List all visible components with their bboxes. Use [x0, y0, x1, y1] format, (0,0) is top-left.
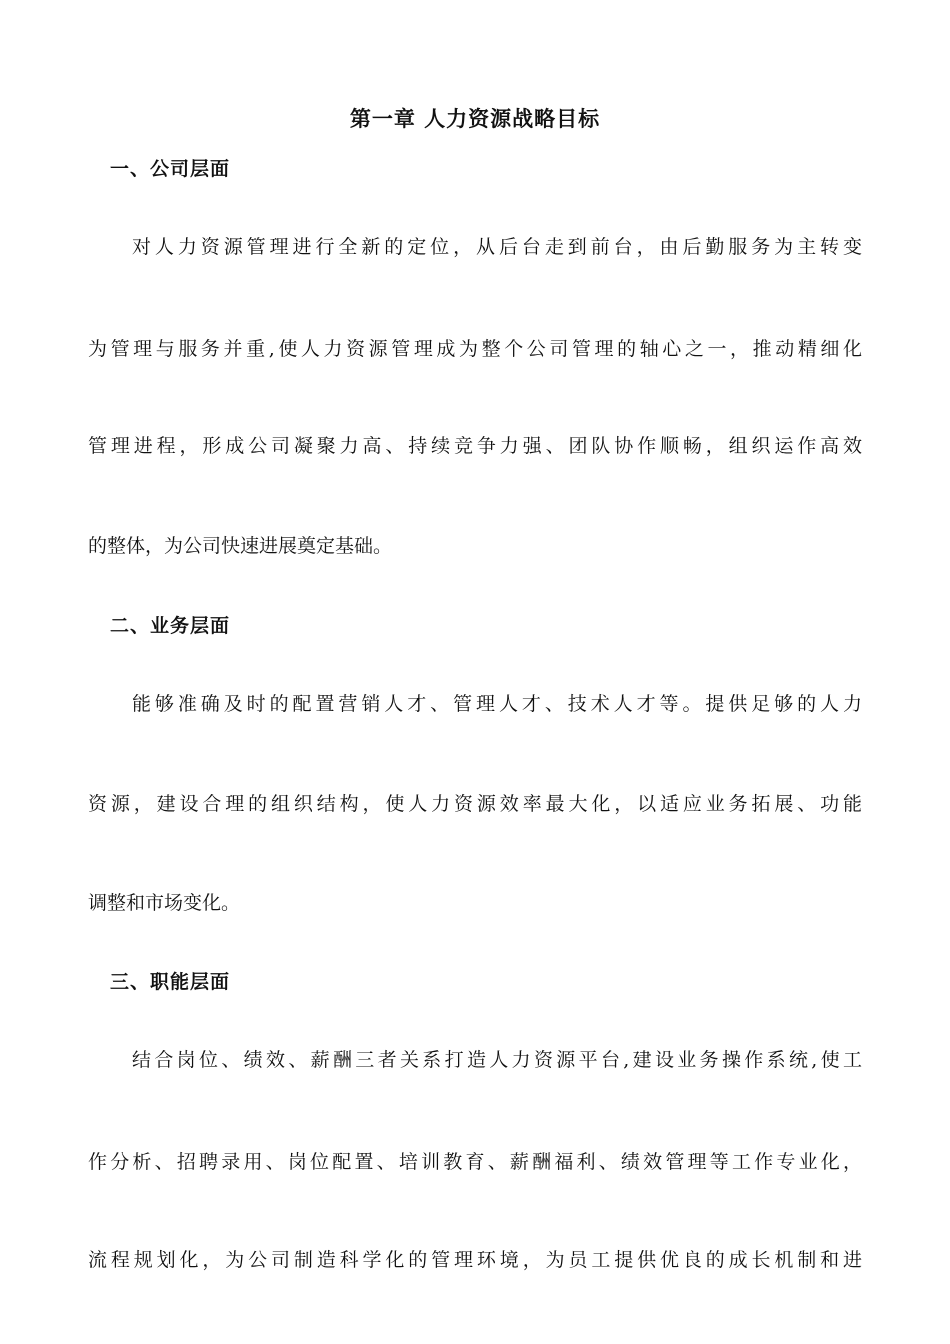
chapter-title: 第一章 人力资源战略目标: [349, 106, 601, 131]
paragraph-line: 作分析、招聘录用、岗位配置、培训教育、薪酬福利、绩效管理等工作专业化，: [88, 1151, 862, 1173]
paragraph-line: 对人力资源管理进行全新的定位，从后台走到前台，由后勤服务为主转变: [132, 236, 862, 258]
paragraph-line: 管理进程，形成公司凝聚力高、持续竞争力强、团队协作顺畅，组织运作高效: [88, 435, 862, 457]
section-heading-business: 二、业务层面: [110, 615, 231, 637]
paragraph-line: 流程规划化，为公司制造科学化的管理环境，为员工提供优良的成长机制和进: [88, 1249, 862, 1271]
paragraph-line: 资源，建设合理的组织结构，使人力资源效率最大化，以适应业务拓展、功能: [88, 793, 862, 815]
paragraph-line: 结合岗位、绩效、薪酬三者关系打造人力资源平台,建设业务操作系统,使工: [132, 1049, 862, 1071]
paragraph-line: 调整和市场变化。: [88, 892, 241, 914]
paragraph-line: 为管理与服务并重,使人力资源管理成为整个公司管理的轴心之一，推动精细化: [88, 338, 862, 360]
section-heading-company: 一、公司层面: [110, 158, 231, 180]
section-heading-function: 三、职能层面: [110, 971, 231, 993]
paragraph-line: 的整体，为公司快速进展奠定基础。: [88, 535, 393, 557]
paragraph-line: 能够准确及时的配置营销人才、管理人才、技术人才等。提供足够的人力: [132, 693, 862, 715]
